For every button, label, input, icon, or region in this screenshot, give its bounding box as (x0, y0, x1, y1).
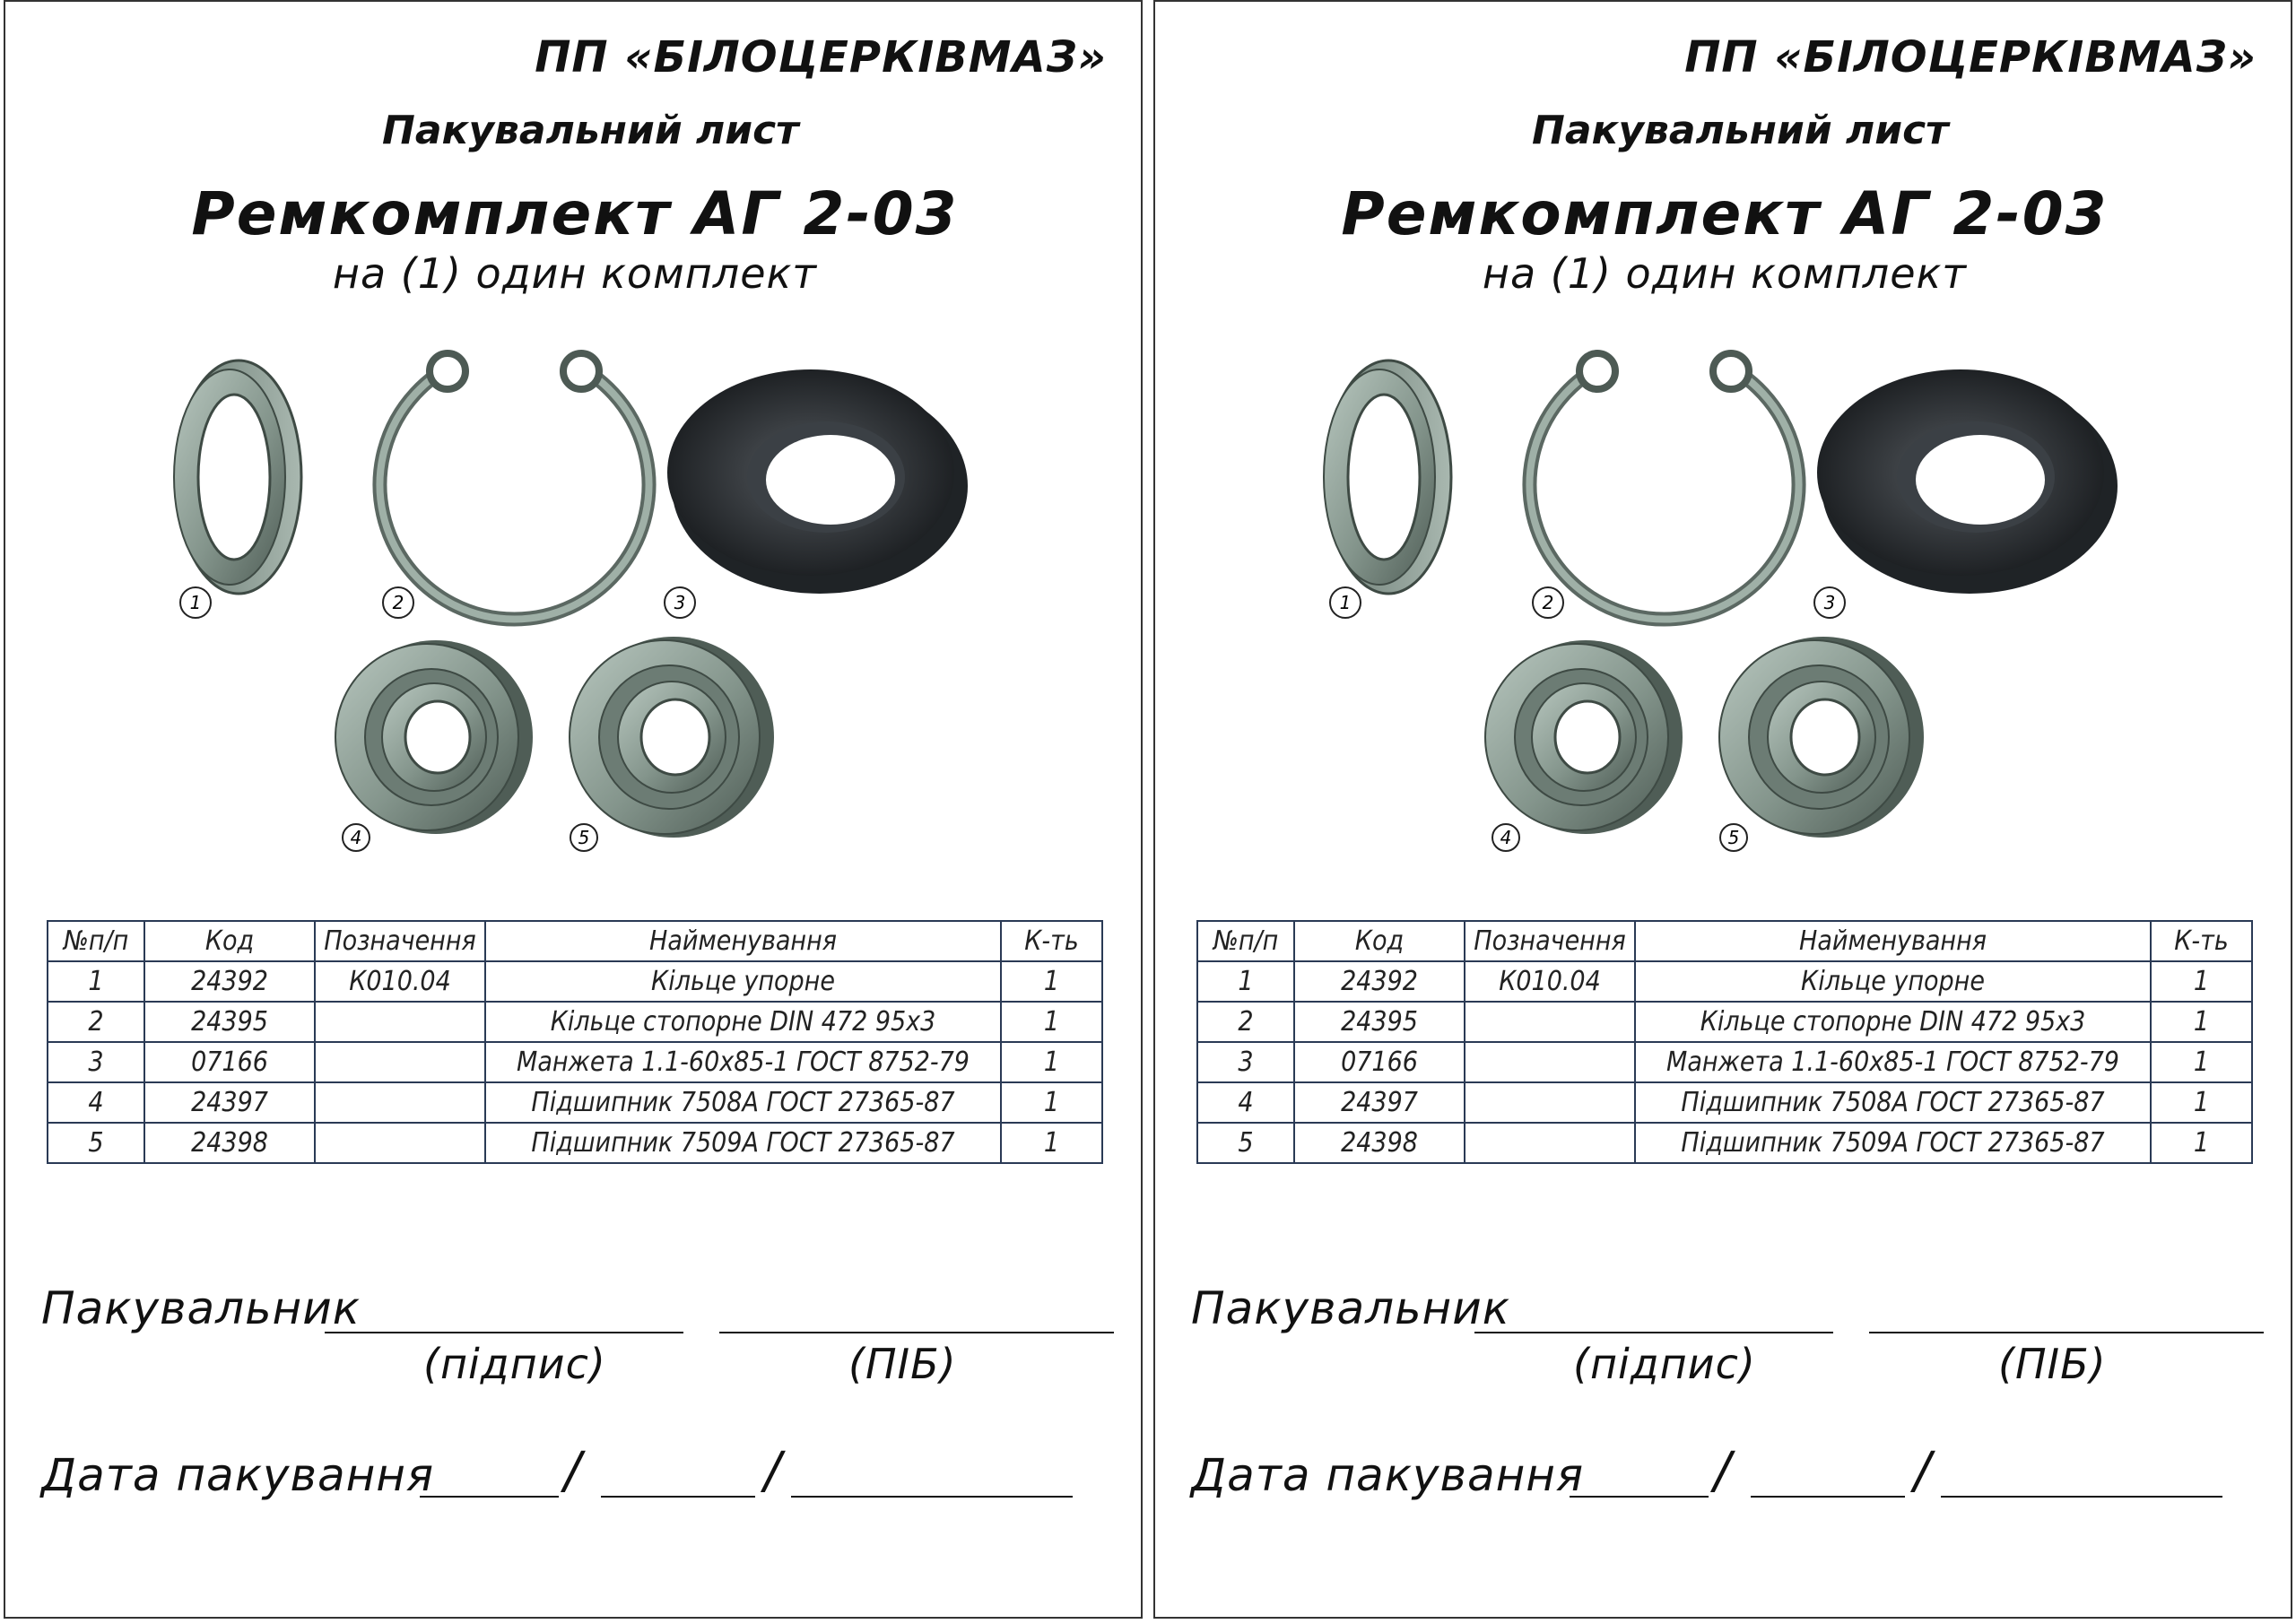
header-code: Код (1294, 921, 1465, 961)
thrust-ring-image (174, 360, 301, 594)
callout-2 (1533, 587, 1563, 618)
kit-title: Ремкомплект АГ 2-03 (1341, 179, 2109, 248)
name-caption: (ПІБ) (1998, 1340, 2107, 1388)
callout-5 (570, 824, 597, 851)
table-row (48, 1082, 1102, 1123)
table-row (1197, 1042, 2252, 1082)
cell-quantity: 1 (2151, 1082, 2252, 1123)
kit-note: на (1) один комплект (1482, 249, 1968, 298)
cell-code: 24398 (144, 1123, 315, 1163)
cell-number: 3 (48, 1042, 144, 1082)
cell-quantity: 1 (2151, 1042, 2252, 1082)
parts-illustration (5, 2, 1143, 899)
cell-quantity: 1 (2151, 961, 2252, 1002)
table-row (1197, 1123, 2252, 1163)
cell-name: Кільце стопорне DIN 472 95х3 (485, 1002, 1001, 1042)
date-day-line[interactable] (420, 1496, 559, 1498)
table-row (48, 961, 1102, 1002)
date-separator: / (1914, 1442, 1931, 1500)
date-month-line[interactable] (1751, 1496, 1905, 1498)
bearing-7509-image (1719, 637, 1924, 838)
cell-designation (1465, 1042, 1635, 1082)
callout-3 (1814, 587, 1845, 618)
callout-1 (180, 587, 211, 618)
callout-1 (1330, 587, 1361, 618)
svg-text:4: 4 (1500, 827, 1512, 848)
date-separator: / (764, 1442, 781, 1500)
document-title: Пакувальний лист (1532, 108, 1949, 153)
header-name: Найменування (485, 921, 1001, 961)
svg-text:5: 5 (1727, 827, 1740, 848)
cell-quantity: 1 (1001, 1082, 1102, 1123)
cell-designation (1465, 1002, 1635, 1042)
company-name: ПП «БІЛОЦЕРКІВМАЗ» (1684, 32, 2257, 83)
table-header-row (48, 921, 1102, 961)
svg-text:5: 5 (578, 827, 590, 848)
cell-number: 3 (1197, 1042, 1294, 1082)
callout-4 (1492, 824, 1519, 851)
cell-name: Підшипник 7509А ГОСТ 27365-87 (485, 1123, 1001, 1163)
name-line[interactable] (1869, 1332, 2264, 1333)
cell-code: 24392 (1294, 961, 1465, 1002)
table-row (1197, 1082, 2252, 1123)
svg-text:2: 2 (1542, 592, 1554, 613)
packer-label: Пакувальник (41, 1282, 361, 1334)
signature-caption: (підпис) (423, 1340, 606, 1388)
cell-designation: К010.04 (1465, 961, 1635, 1002)
cell-name: Кільце упорне (1635, 961, 2151, 1002)
svg-text:4: 4 (350, 827, 362, 848)
svg-text:3: 3 (1823, 592, 1836, 613)
cell-number: 4 (1197, 1082, 1294, 1123)
header-code: Код (144, 921, 315, 961)
cell-quantity: 1 (1001, 1002, 1102, 1042)
svg-text:1: 1 (1339, 592, 1352, 613)
cell-designation (315, 1123, 485, 1163)
seal-image (1817, 369, 2118, 594)
document-title: Пакувальний лист (382, 108, 799, 153)
cell-code: 24395 (1294, 1002, 1465, 1042)
bearing-7509-image (570, 637, 774, 838)
cell-number: 5 (1197, 1123, 1294, 1163)
header-quantity: К-ть (2151, 921, 2252, 961)
cell-quantity: 1 (1001, 1123, 1102, 1163)
date-label: Дата пакування (41, 1449, 435, 1501)
cell-quantity: 1 (1001, 1042, 1102, 1082)
cell-name: Кільце стопорне DIN 472 95х3 (1635, 1002, 2151, 1042)
header-name: Найменування (1635, 921, 2151, 961)
retaining-ring-image (380, 353, 649, 620)
table-row (48, 1123, 1102, 1163)
cell-number: 4 (48, 1082, 144, 1123)
cell-code: 07166 (144, 1042, 315, 1082)
name-line[interactable] (719, 1332, 1114, 1333)
header-designation: Позначення (315, 921, 485, 961)
cell-number: 1 (1197, 961, 1294, 1002)
date-month-line[interactable] (601, 1496, 755, 1498)
packing-sheet-right (1153, 0, 2292, 1619)
header-designation: Позначення (1465, 921, 1635, 961)
company-name: ПП «БІЛОЦЕРКІВМАЗ» (535, 32, 1107, 83)
cell-designation (315, 1002, 485, 1042)
cell-designation: К010.04 (315, 961, 485, 1002)
date-label: Дата пакування (1191, 1449, 1585, 1501)
cell-code: 24392 (144, 961, 315, 1002)
cell-number: 5 (48, 1123, 144, 1163)
cell-number: 2 (1197, 1002, 1294, 1042)
table-row (1197, 1002, 2252, 1042)
parts-table (47, 920, 1103, 1164)
cell-code: 07166 (1294, 1042, 1465, 1082)
retaining-ring-image (1530, 353, 1799, 620)
cell-code: 24397 (144, 1082, 315, 1123)
cell-name: Кільце упорне (485, 961, 1001, 1002)
date-year-line[interactable] (1941, 1496, 2222, 1498)
table-row (48, 1002, 1102, 1042)
signature-caption: (підпис) (1573, 1340, 1756, 1388)
svg-text:2: 2 (392, 592, 404, 613)
cell-designation (1465, 1082, 1635, 1123)
cell-name: Підшипник 7508А ГОСТ 27365-87 (1635, 1082, 2151, 1123)
date-separator: / (564, 1442, 581, 1500)
signature-line[interactable] (325, 1332, 683, 1333)
callout-2 (383, 587, 413, 618)
bearing-7508-image (1485, 640, 1683, 834)
callout-5 (1720, 824, 1747, 851)
svg-text:3: 3 (674, 592, 686, 613)
callout-3 (665, 587, 695, 618)
cell-code: 24398 (1294, 1123, 1465, 1163)
thrust-ring-image (1324, 360, 1451, 594)
kit-title: Ремкомплект АГ 2-03 (191, 179, 959, 248)
parts-illustration (1155, 2, 2292, 899)
cell-name: Підшипник 7508А ГОСТ 27365-87 (485, 1082, 1001, 1123)
cell-designation (315, 1082, 485, 1123)
header-number: №п/п (1197, 921, 1294, 961)
cell-number: 1 (48, 961, 144, 1002)
kit-note: на (1) один комплект (332, 249, 818, 298)
cell-name: Підшипник 7509А ГОСТ 27365-87 (1635, 1123, 2151, 1163)
header-quantity: К-ть (1001, 921, 1102, 961)
cell-name: Манжета 1.1-60х85-1 ГОСТ 8752-79 (485, 1042, 1001, 1082)
date-year-line[interactable] (791, 1496, 1073, 1498)
cell-code: 24397 (1294, 1082, 1465, 1123)
header-number: №п/п (48, 921, 144, 961)
packer-label: Пакувальник (1191, 1282, 1510, 1334)
cell-number: 2 (48, 1002, 144, 1042)
parts-table (1196, 920, 2253, 1164)
seal-image (667, 369, 968, 594)
bearing-7508-image (335, 640, 533, 834)
cell-name: Манжета 1.1-60х85-1 ГОСТ 8752-79 (1635, 1042, 2151, 1082)
cell-designation (315, 1042, 485, 1082)
table-row (1197, 961, 2252, 1002)
cell-code: 24395 (144, 1002, 315, 1042)
svg-text:1: 1 (189, 592, 202, 613)
packing-sheet-left (4, 0, 1143, 1619)
cell-quantity: 1 (2151, 1123, 2252, 1163)
table-header-row (1197, 921, 2252, 961)
table-row (48, 1042, 1102, 1082)
date-separator: / (1714, 1442, 1731, 1500)
cell-quantity: 1 (2151, 1002, 2252, 1042)
date-day-line[interactable] (1570, 1496, 1709, 1498)
cell-designation (1465, 1123, 1635, 1163)
callout-4 (343, 824, 370, 851)
signature-line[interactable] (1474, 1332, 1833, 1333)
name-caption: (ПІБ) (848, 1340, 957, 1388)
cell-quantity: 1 (1001, 961, 1102, 1002)
